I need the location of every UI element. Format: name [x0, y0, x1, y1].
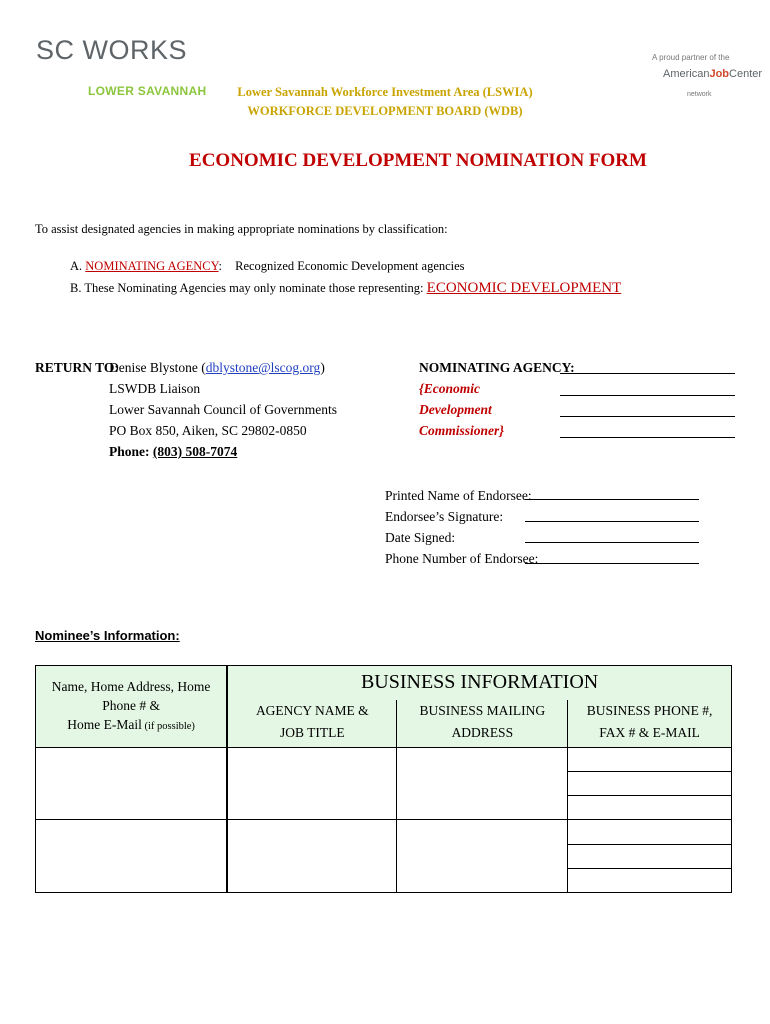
- col3-header-line1: BUSINESS MAILING: [419, 702, 546, 718]
- return-to-address: PO Box 850, Aiken, SC 29802-0850: [109, 423, 307, 438]
- endorsee-block: [385, 485, 538, 569]
- return-to-org: Lower Savannah Council of Governments: [109, 402, 337, 417]
- col3-header-line2: ADDRESS: [451, 724, 514, 740]
- col4-header: [568, 700, 732, 748]
- row1-phone-cell[interactable]: [568, 748, 732, 772]
- item-b: [70, 280, 621, 297]
- row1-email-cell[interactable]: [568, 796, 732, 820]
- item-a-colon: :: [218, 259, 222, 273]
- item-b-letter: B: [70, 281, 79, 295]
- date-signed-label: Date Signed:: [385, 530, 456, 545]
- row2-phone-cell[interactable]: [568, 820, 732, 845]
- col2-header: [227, 700, 397, 748]
- return-to-name: Denise Blystone (: [109, 360, 206, 375]
- intro-text: To assist designated agencies in making appropriate nominations by classification:: [35, 222, 448, 236]
- col4-header-line1: BUSINESS PHONE #,: [586, 702, 713, 718]
- row1-nominee-cell[interactable]: [36, 748, 228, 820]
- header-line-2: WORKFORCE DEVELOPMENT BOARD (WDB): [247, 104, 523, 118]
- row1-address-cell[interactable]: [397, 748, 568, 820]
- nominating-value-3: Commissioner}: [419, 423, 504, 438]
- item-b-text: . These Nominating Agencies may only nominate those representing:: [78, 281, 427, 295]
- col2-header-line2: JOB TITLE: [280, 724, 345, 740]
- row2-address-cell[interactable]: [397, 820, 568, 893]
- form-title: ECONOMIC DEVELOPMENT NOMINATION FORM: [189, 150, 647, 171]
- col1-header-email: Home E-Mail: [67, 717, 142, 732]
- row2-email-cell[interactable]: [568, 869, 732, 893]
- email-link[interactable]: dblystone@lscog.org: [205, 360, 321, 375]
- partner-network: network: [687, 91, 712, 98]
- return-to-name-close: ): [320, 360, 325, 375]
- ajc-logo-a: American: [663, 68, 710, 80]
- item-b-highlight: ECONOMIC DEVELOPMENT: [426, 280, 622, 296]
- return-to-role: LSWDB Liaison: [109, 381, 201, 396]
- phone-number: (803) 508-7074: [152, 444, 238, 459]
- sc-works-logo: SC WORKS: [36, 35, 188, 65]
- nominating-agency-field-2[interactable]: [560, 395, 735, 396]
- endorsee-phone-field[interactable]: [525, 563, 699, 564]
- col1-header-small: (if possible): [141, 721, 195, 732]
- nominee-info-title: Nominee’s Information:: [35, 628, 180, 643]
- ajc-logo-c: Center: [729, 68, 763, 80]
- ajc-logo-b: Job: [709, 68, 730, 80]
- col1-header: [36, 666, 228, 748]
- nominating-agency-field-1[interactable]: [560, 373, 735, 374]
- partner-tag: A proud partner of the: [652, 53, 730, 62]
- row1-agency-cell[interactable]: [227, 748, 397, 820]
- col2-header-line1: AGENCY NAME &: [255, 702, 369, 718]
- nominating-agency-field-3[interactable]: [560, 416, 735, 417]
- row2-nominee-cell[interactable]: [36, 820, 228, 893]
- item-a-letter: A.: [70, 259, 83, 273]
- nominating-label: NOMINATING AGENCY:: [419, 360, 575, 375]
- business-info-header: BUSINESS INFORMATION: [227, 666, 731, 700]
- item-a: [70, 259, 465, 274]
- printed-name-label: Printed Name of Endorsee:: [385, 488, 532, 503]
- return-to-label: [35, 357, 119, 378]
- nominee-table: [35, 665, 732, 893]
- return-to-phone-line: [109, 441, 337, 462]
- return-to-block: [109, 357, 337, 462]
- col4-header-line2: FAX # & E-MAIL: [599, 724, 700, 740]
- row2-fax-cell[interactable]: [568, 845, 732, 869]
- signature-field[interactable]: [525, 521, 699, 522]
- header-line-1: Lower Savannah Workforce Investment Area (LSWIA): [237, 85, 533, 99]
- american-job-center-logo: [663, 68, 762, 80]
- nominating-value-1: {Economic: [419, 381, 480, 396]
- row2-agency-cell[interactable]: [227, 820, 397, 893]
- signature-label: Endorsee’s Signature:: [385, 509, 504, 524]
- row1-fax-cell[interactable]: [568, 772, 732, 796]
- item-a-text: Recognized Economic Development agencies: [235, 259, 465, 273]
- date-signed-field[interactable]: [525, 542, 699, 543]
- phone-label: Phone:: [109, 444, 150, 459]
- return-to-name-line: [109, 357, 337, 378]
- col1-header-line1: Name, Home Address, Home Phone # &: [51, 679, 211, 713]
- nominating-block: [419, 357, 575, 441]
- logo-region: LOWER SAVANNAH: [88, 84, 207, 98]
- col1-header-line2: [36, 715, 226, 736]
- printed-name-field[interactable]: [525, 499, 699, 500]
- nominating-value-2: Development: [419, 402, 492, 417]
- return-to-heading: RETURN TO:: [35, 360, 119, 375]
- endorsee-phone-label: Phone Number of Endorsee:: [385, 551, 539, 566]
- item-a-label: NOMINATING AGENCY: [85, 259, 219, 273]
- nominating-agency-field-4[interactable]: [560, 437, 735, 438]
- col3-header: [397, 700, 568, 748]
